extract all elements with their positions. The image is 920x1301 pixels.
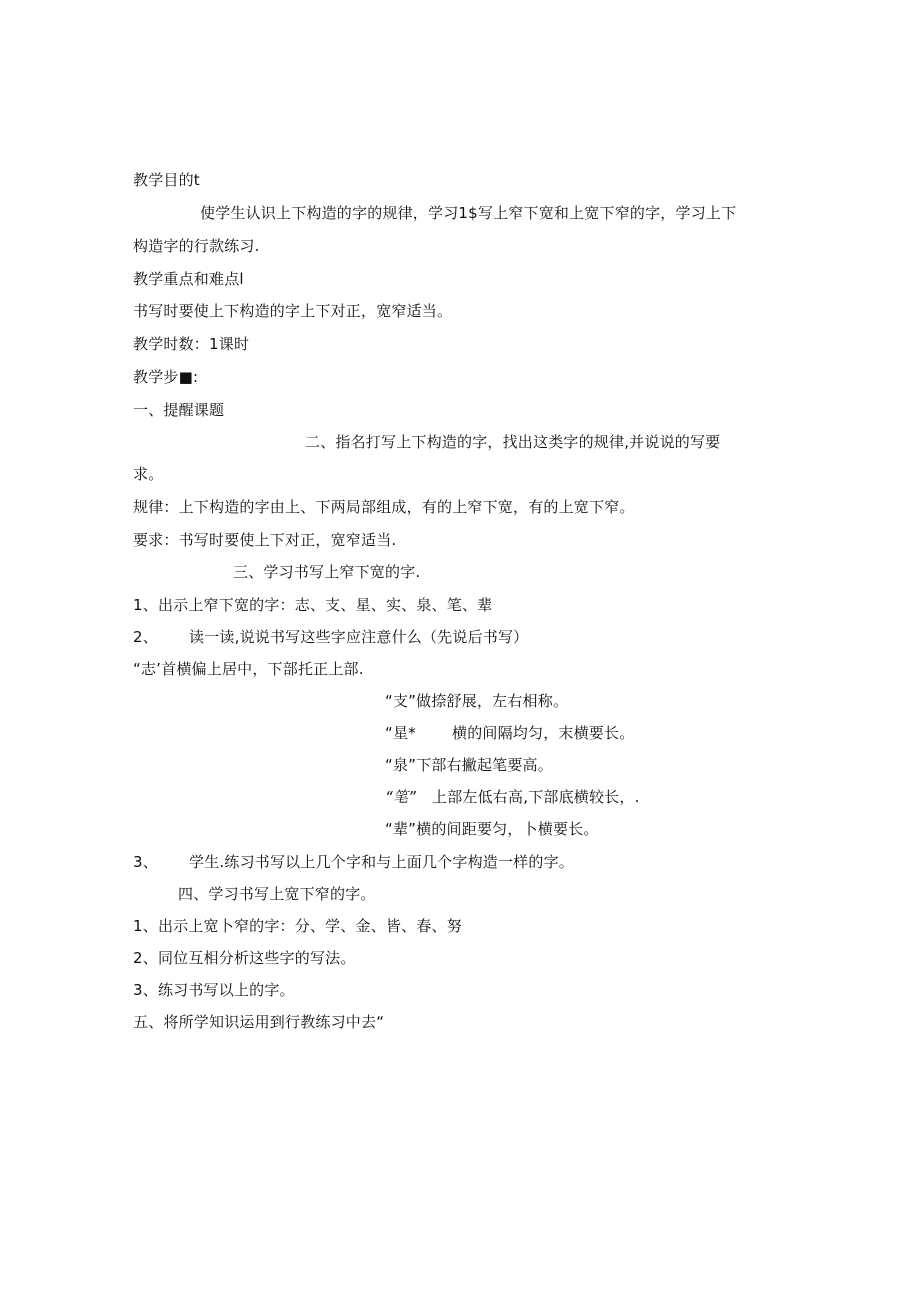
step-3-item-1: 1、出示上窄下宽的字：志、支、星、实、泉、笔、辈 (133, 596, 493, 614)
heading-steps: 教学步■: (133, 368, 199, 386)
rule-text: 规律：上下构造的字由上、下两局部组成，有的上窄下宽，有的上宽下窄。 (133, 498, 635, 516)
note-zhi-branch: “支”做捺舒展，左右相称。 (385, 692, 569, 710)
step-1-title: 一、提醒课题 (133, 401, 225, 419)
step-3-item-3-number: 3、 (133, 853, 158, 871)
step-4-title: 四、学习书写上宽下窄的字。 (178, 885, 376, 903)
note-bei: “辈”横的间距要匀，卜横要长。 (385, 820, 599, 838)
step-3-item-2-text: 读一读,说说书写这些字应注意什么（先说后书写） (189, 628, 529, 646)
note-zhi: “志’首横偏上居中，下部托正上部. (133, 660, 364, 678)
note-quan: “泉”下部右撇起笔要高。 (385, 756, 553, 774)
teaching-hours: 教学时数：1课时 (133, 335, 250, 353)
step-2-title-line-1: 二、指名打写上下构造的字，找出这类字的规律,并说说的写要 (305, 433, 721, 451)
objective-text-line-2: 构造字的行款练习. (133, 237, 260, 255)
step-4-item-3: 3、练习书写以上的字。 (133, 981, 295, 999)
heading-objective: 教学目的t (133, 171, 200, 189)
note-bi-text: 上部左低右高,下部底横较长，. (432, 788, 640, 806)
step-3-item-2-number: 2、 (133, 628, 158, 646)
step-4-item-2: 2、同位互相分析这些字的写法。 (133, 949, 356, 967)
note-bi-label: “笔” (385, 788, 417, 806)
heading-key-points: 教学重点和难点l (133, 270, 244, 288)
step-3-title: 三、学习书写上窄下宽的字. (233, 563, 421, 581)
key-points-text: 书写时要使上下构造的字上下对正，宽窄适当。 (133, 302, 453, 320)
note-xing-text: 横的间隔均匀，末横要长。 (452, 724, 635, 742)
objective-text-line-1: 使学生认识上下构造的字的规律，学习1$写上窄下宽和上宽下窄的字，学习上下 (200, 204, 737, 222)
step-5-title: 五、将所学知识运用到行教练习中去“ (133, 1013, 385, 1031)
step-3-item-3-text: 学生.练习书写以上几个字和与上面几个字构造一样的字。 (189, 853, 574, 871)
note-xing-label: “星* (385, 724, 416, 742)
step-2-title-line-2: 求。 (133, 465, 164, 483)
step-4-item-1: 1、出示上宽卜窄的字：分、学、金、皆、春、努 (133, 917, 462, 935)
requirement-text: 要求：书写时要使上下对正，宽窄适当. (133, 531, 397, 549)
